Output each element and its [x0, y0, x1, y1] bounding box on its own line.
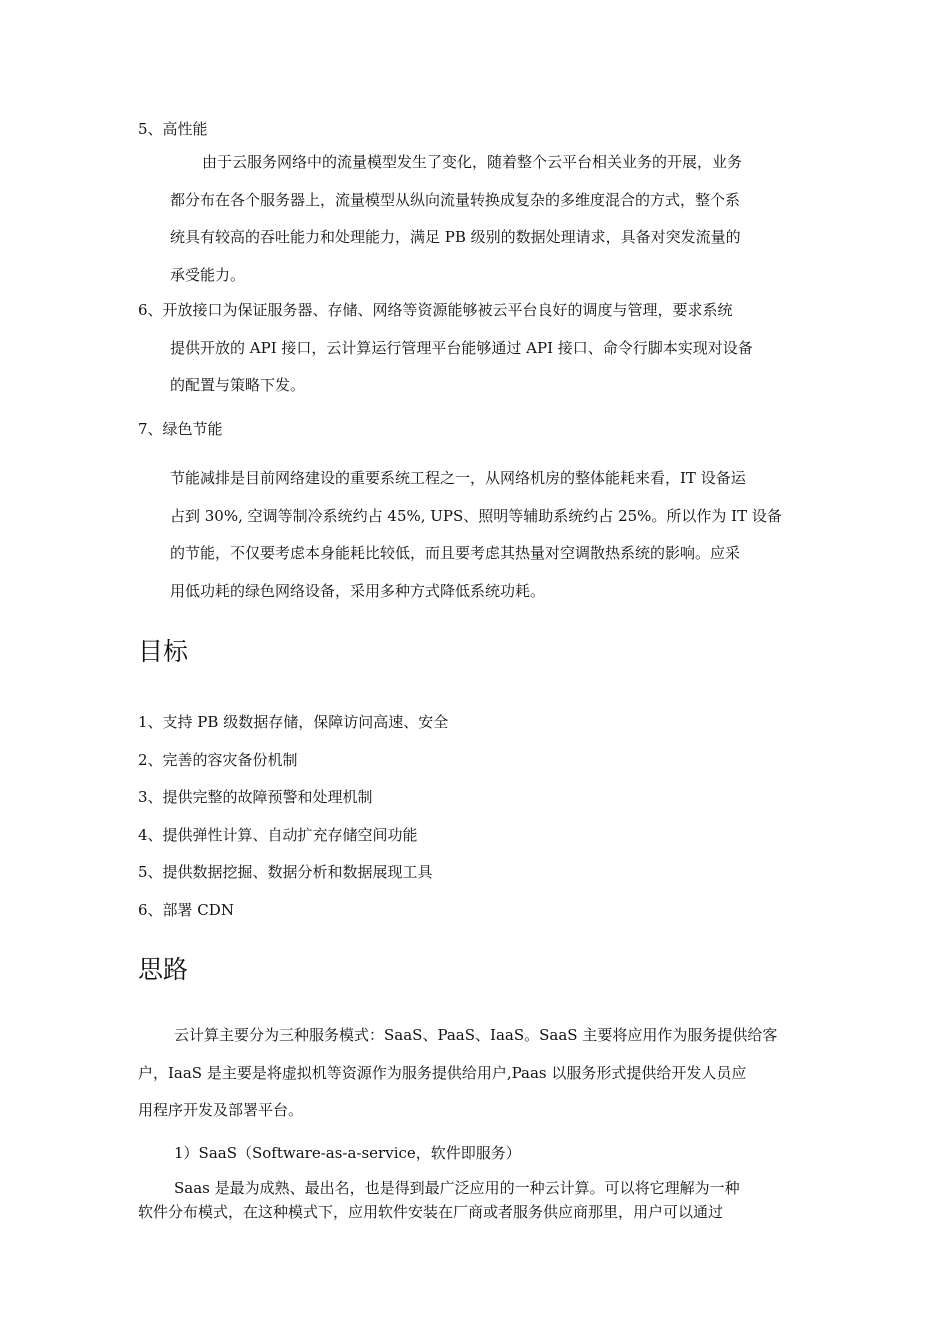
section-green-paragraph [170, 460, 820, 610]
section-performance-title [138, 118, 818, 139]
saas-subheading [174, 1142, 854, 1163]
list-item: 3、提供完整的故障预警和处理机制 [138, 788, 373, 806]
paragraph-line: 用低功耗的绿色网络设备，采用多种方式降低系统功耗。 [170, 581, 546, 600]
list-item: 4、提供弹性计算、自动扩充存储空间功能 [138, 825, 418, 844]
saas-paragraph [138, 1176, 818, 1224]
list-item: 1、支持 PB 级数据存储，保障访问高速、安全 [138, 713, 449, 731]
paragraph-line: Saas 是最为成熟、最出名，也是得到最广泛应用的一种云计算。可以将它理解为一种 [174, 1179, 740, 1197]
paragraph-line: 节能减排是目前网络建设的重要系统工程之一，从网络机房的整体能耗来看，IT 设备运 [170, 469, 746, 487]
goals-heading: 目标 [138, 637, 189, 666]
paragraph-line: 统具有较高的吞吐能力和处理能力，满足 PB 级别的数据处理请求，具备对突发流量的 [170, 228, 741, 246]
paragraph-line: 6、开放接口为保证服务器、存储、网络等资源能够被云平台良好的调度与管理，要求系统 [138, 301, 733, 319]
paragraph-line: 提供开放的 API 接口，云计算运行管理平台能够通过 API 接口、命令行脚本实现对设备 [170, 338, 753, 357]
paragraph-line: 都分布在各个服务器上，流量模型从纵向流量转换成复杂的多维度混合的方式，整个系 [170, 190, 741, 209]
list-item: 2、完善的容灾备份机制 [138, 750, 298, 769]
paragraph-line: 用程序开发及部署平台。 [138, 1101, 304, 1119]
paragraph-line: 的节能，不仅要考虑本身能耗比较低，而且要考虑其热量对空调散热系统的影响。应采 [170, 544, 741, 562]
section-title: 5、高性能 [138, 120, 208, 138]
approach-heading: 思路 [138, 955, 189, 984]
paragraph-line: 承受能力。 [170, 265, 246, 284]
paragraph-line: 占到 30%, 空调等制冷系统约占 45%, UPS、照明等辅助系统约占 25%。所以作为 IT 设备 [170, 506, 782, 525]
section-title: 7、绿色节能 [138, 420, 223, 438]
paragraph-line: 软件分布模式，在这种模式下，应用软件安装在厂商或者服务供应商那里，用户可以通过 [138, 1203, 724, 1221]
section-green-title [138, 418, 818, 439]
approach-intro [138, 1017, 818, 1130]
paragraph-line: 的配置与策略下发。 [170, 376, 306, 394]
paragraph-line: 户，IaaS 是主要是将虚拟机等资源作为服务提供给用户,Paas 以服务形式提供给开发人员应 [138, 1063, 747, 1082]
paragraph-line: 由于云服务网络中的流量模型发生了变化，随着整个云平台相关业务的开展，业务 [202, 153, 743, 171]
subheading: 1）SaaS（Software-as-a-service，软件即服务） [174, 1144, 521, 1162]
paragraph-line: 云计算主要分为三种服务模式：SaaS、PaaS、IaaS。SaaS 主要将应用作为服务提供给客 [174, 1026, 778, 1044]
list-item: 5、提供数据挖掘、数据分析和数据展现工具 [138, 863, 433, 881]
goals-list [138, 704, 818, 929]
section-performance-paragraph [170, 144, 820, 294]
list-item: 6、部署 CDN [138, 900, 234, 919]
section-open-api [138, 292, 818, 405]
